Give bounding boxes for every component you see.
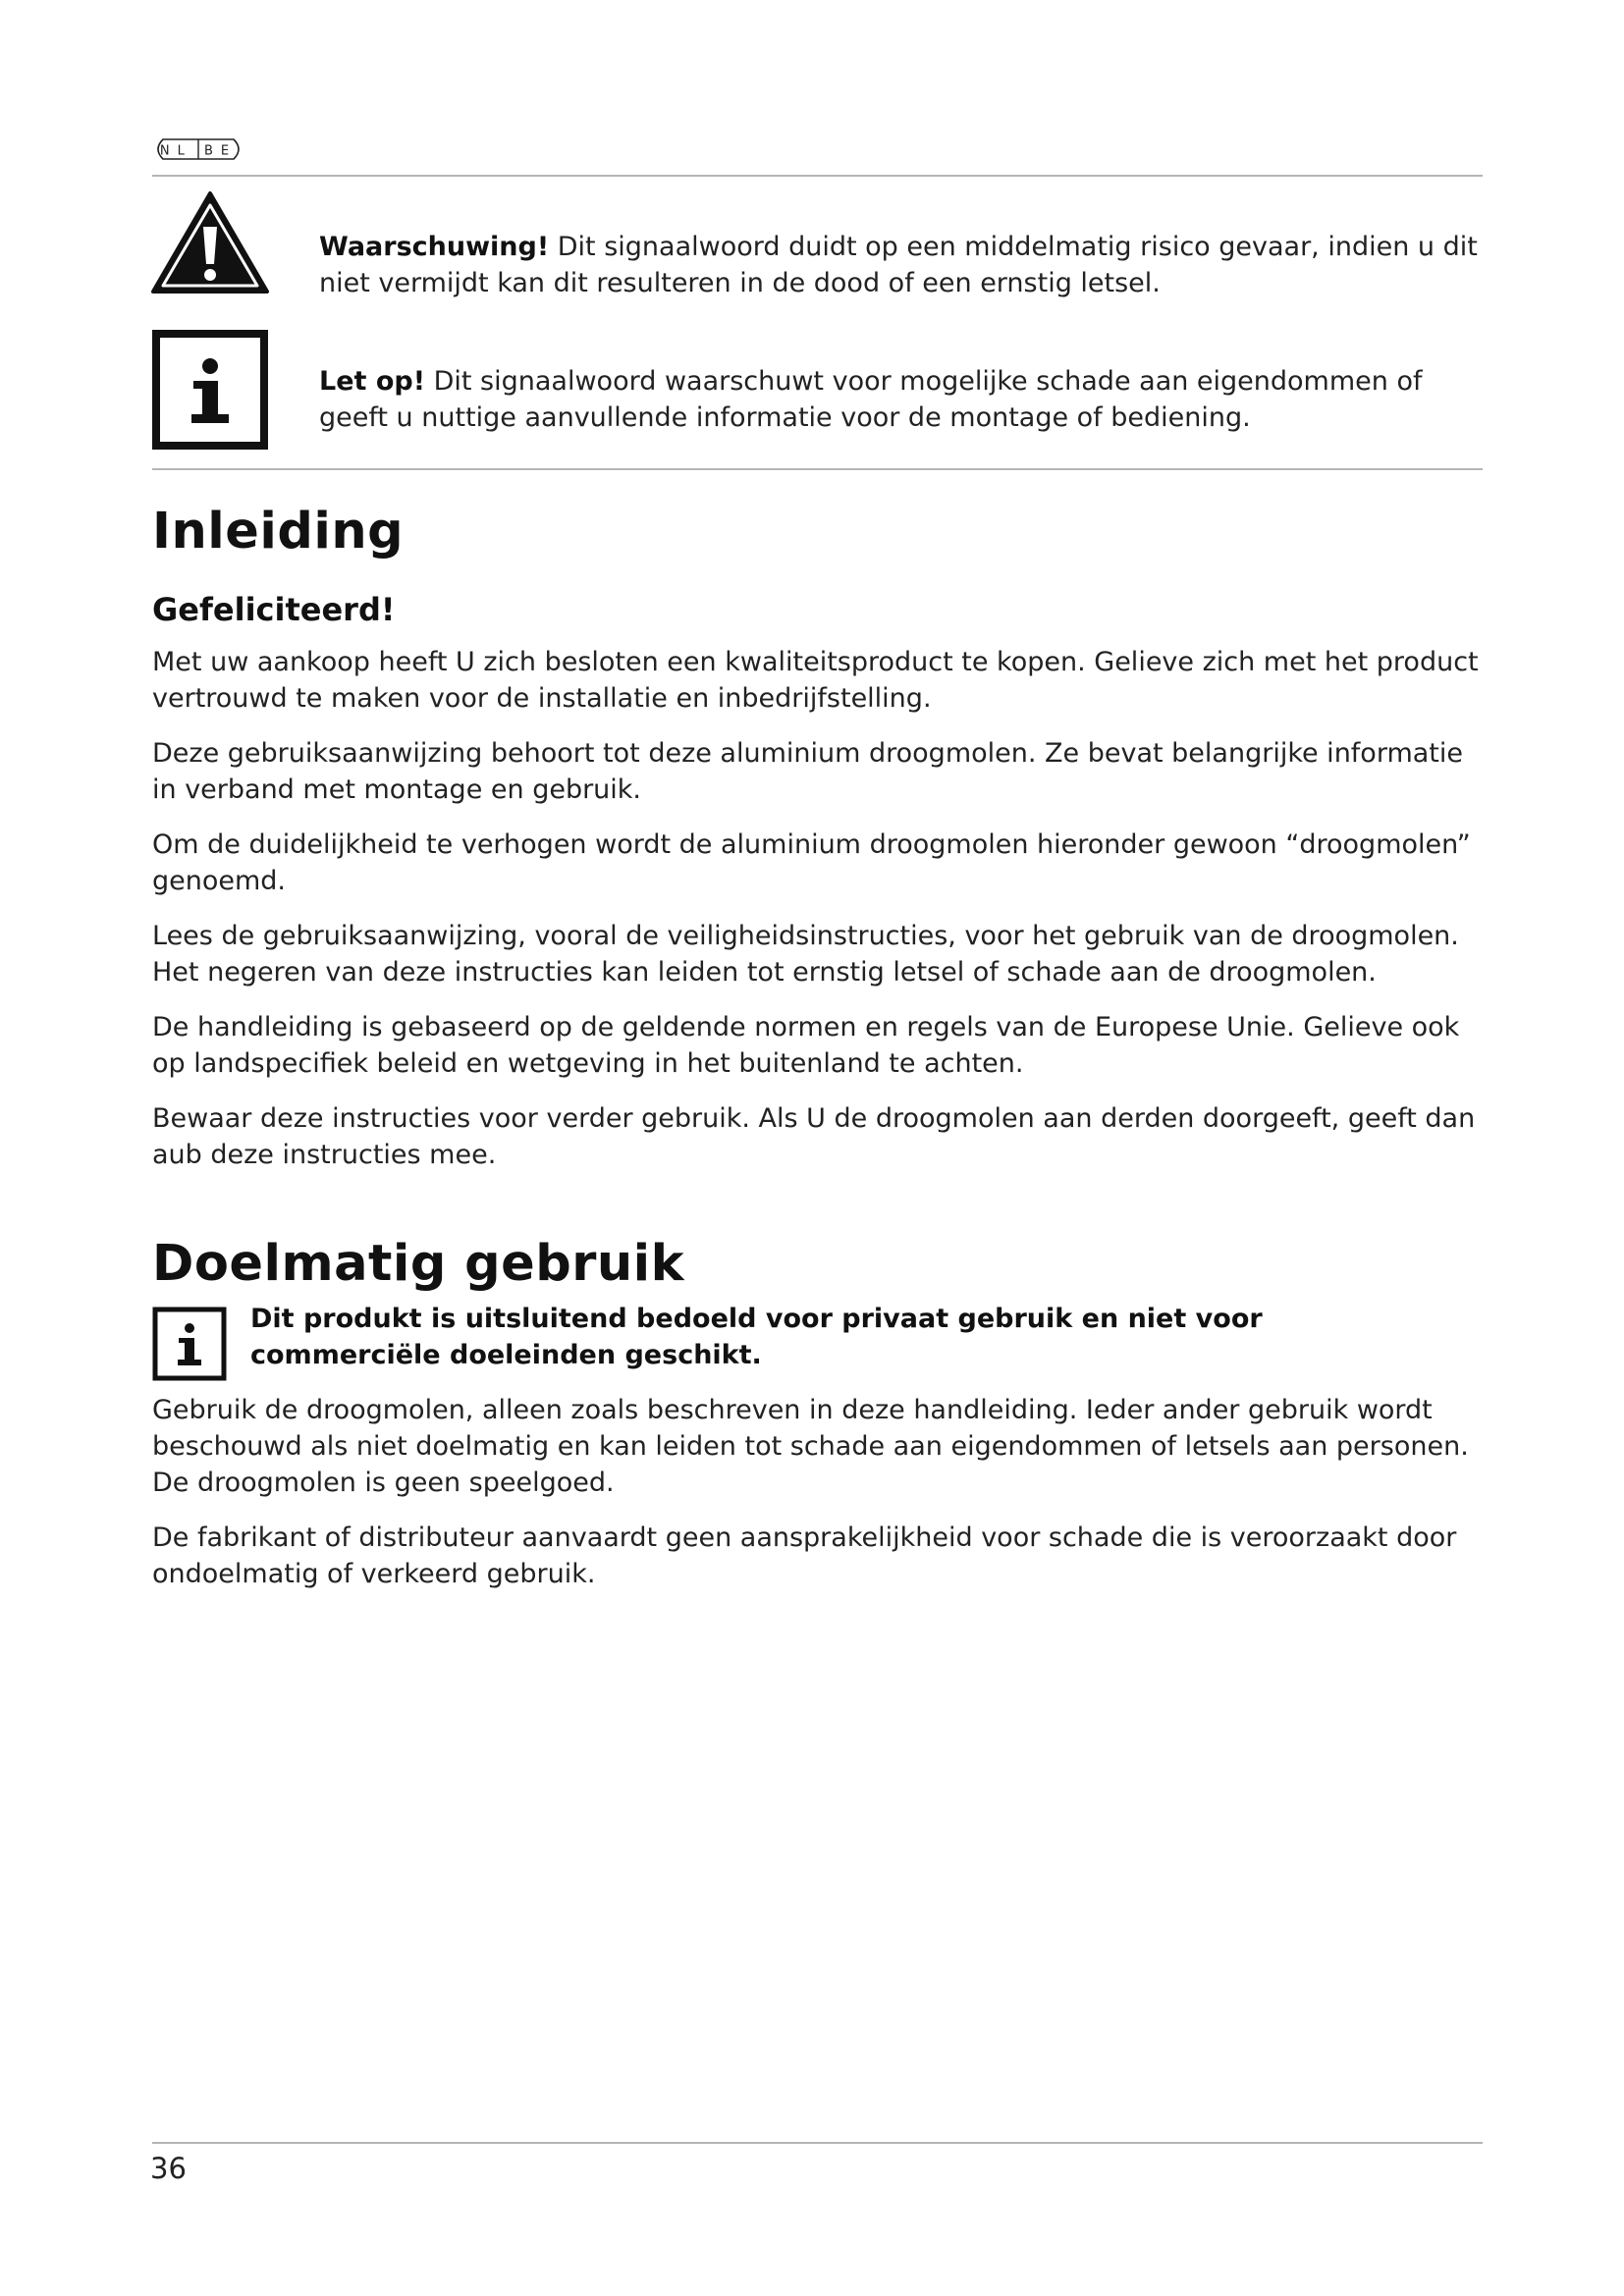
intro-paragraph: Lees de gebruiksaanwijzing, vooral de veiligheidsinstructies, voor het gebruik van de droogmolen. Het negeren van deze instructies kan leiden tot ernstig letsel of schade aan de droogmolen.	[152, 921, 1459, 988]
intro-paragraph: Met uw aankoop heeft U zich besloten een kwaliteitsproduct te kopen. Gelieve zich met het product vertrouwd te maken voor de installatie en inbedrijfstelling.	[152, 647, 1479, 714]
intro-paragraph: Bewaar deze instructies voor verder gebruik. Als U de droogmolen aan derden doorgeeft, geeft dan aub deze instructies mee.	[152, 1103, 1476, 1170]
page-number: 36	[150, 2152, 187, 2185]
language-badge	[151, 137, 245, 161]
language-badge-label: NL BE	[159, 143, 238, 159]
warning-notice	[319, 229, 1488, 301]
info-icon	[152, 1307, 227, 1381]
intro-subheading: Gefeliciteerd!	[152, 591, 396, 628]
intro-paragraph: Deze gebruiksaanwijzing behoort tot deze aluminium droogmolen. Ze bevat belangrijke informatie in verband met montage en gebruik.	[152, 738, 1463, 805]
intended-use-note: Dit produkt is uitsluitend bedoeld voor privaat gebruik en niet voor commerciële doeleinden geschikt.	[250, 1304, 1263, 1370]
intended-use-paragraph: Gebruik de droogmolen, alleen zoals beschreven in deze handleiding. Ieder ander gebruik wordt beschouwd als niet doelmatig en kan leiden tot schade aan eigendommen of letsels aan personen. De droogmolen is geen speelgoed.	[152, 1395, 1469, 1498]
info-notice	[319, 363, 1488, 436]
warning-text: Dit signaalwoord duidt op een middelmatig risico gevaar, indien u dit niet vermijdt kan dit resulteren in de dood of een ernstig letsel.	[319, 232, 1478, 298]
intended-use-paragraph: De fabrikant of distributeur aanvaardt geen aansprakelijkheid voor schade die is veroorzaakt door ondoelmatig of verkeerd gebruik.	[152, 1522, 1457, 1589]
info-label: Let op!	[319, 366, 426, 397]
warning-label: Waarschuwing!	[319, 232, 550, 262]
header-divider	[152, 175, 1483, 177]
notices-divider	[152, 468, 1483, 470]
intro-paragraph: Om de duidelijkheid te verhogen wordt de aluminium droogmolen hieronder gewoon “droogmolen” genoemd.	[152, 829, 1471, 896]
intro-paragraph: De handleiding is gebaseerd op de geldende normen en regels van de Europese Unie. Gelieve ook op landspecifiek beleid en wetgeving in het buitenland te achten.	[152, 1012, 1460, 1079]
intro-body	[152, 644, 1492, 1192]
info-text: Dit signaalwoord waarschuwt voor mogelijke schade aan eigendommen of geeft u nuttige aanvullende informatie voor de montage of bediening.	[319, 366, 1423, 433]
intro-heading: Inleiding	[152, 503, 405, 561]
footer-divider	[152, 2142, 1483, 2144]
warning-triangle-icon	[149, 189, 271, 295]
intended-use-body	[152, 1392, 1492, 1611]
info-icon	[152, 330, 268, 450]
intended-use-heading: Doelmatig gebruik	[152, 1235, 685, 1293]
